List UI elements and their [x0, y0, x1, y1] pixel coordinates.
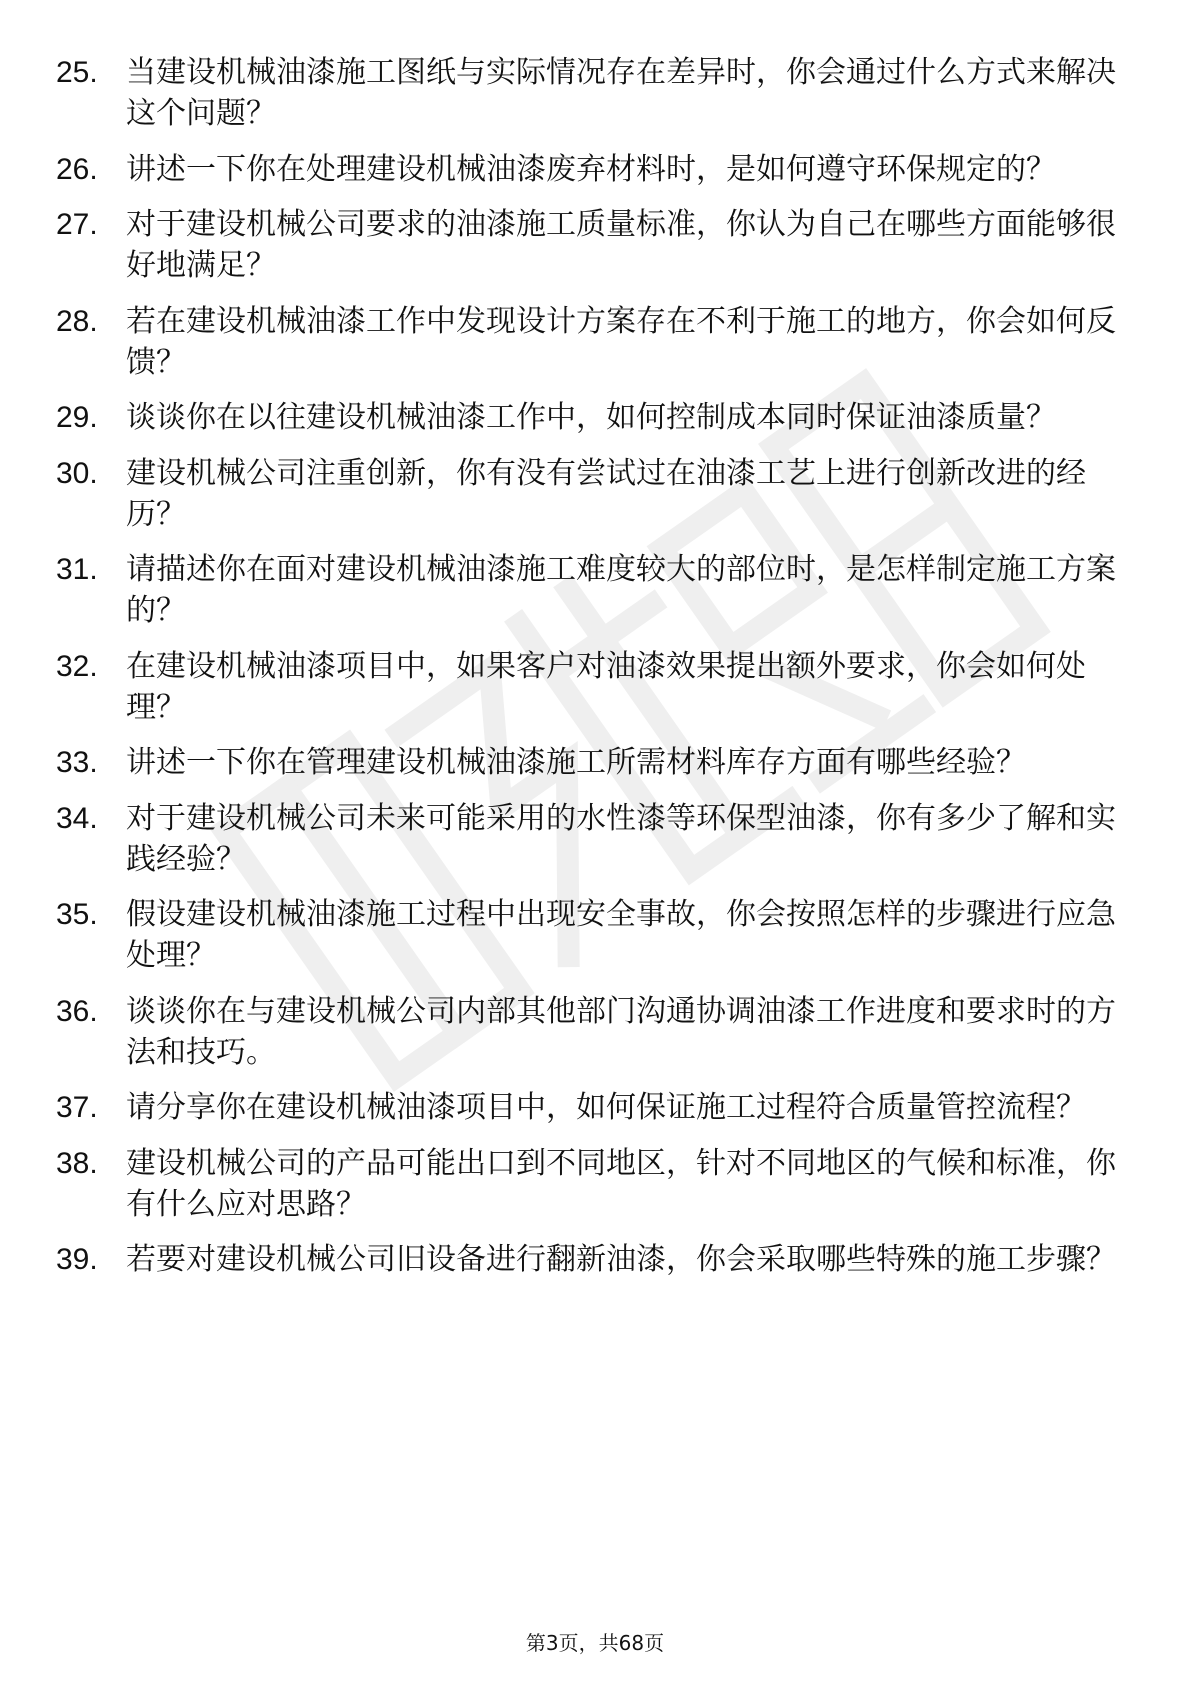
question-text: 讲述一下你在处理建设机械油漆废弃材料时，是如何遵守环保规定的？: [126, 151, 1056, 187]
question-number: 29.: [56, 401, 98, 434]
question-item: [56, 1087, 1116, 1128]
question-text: 建设机械公司注重创新，你有没有尝试过在油漆工艺上进行创新改进的经历？: [126, 455, 1086, 532]
question-text: 对于建设机械公司未来可能采用的水性漆等环保型油漆，你有多少了解和实践经验？: [126, 800, 1116, 877]
question-number: 30.: [56, 456, 98, 490]
question-item: [56, 1143, 1116, 1225]
question-number: 38.: [56, 1146, 98, 1180]
question-number: 28.: [56, 304, 98, 338]
question-number: 34.: [56, 801, 98, 835]
question-item: [56, 894, 1116, 976]
question-text: 假设建设机械油漆施工过程中出现安全事故，你会按照怎样的步骤进行应急处理？: [126, 897, 1116, 973]
question-number: 26.: [56, 152, 98, 186]
question-number: 33.: [56, 746, 98, 779]
question-item: [56, 397, 1116, 438]
question-text: 当建设机械油漆施工图纸与实际情况存在差异时，你会通过什么方式来解决这个问题？: [126, 55, 1116, 131]
question-item: [56, 149, 1116, 190]
question-text: 谈谈你在与建设机械公司内部其他部门沟通协调油漆工作进度和要求时的方法和技巧。: [126, 993, 1116, 1070]
question-number: 31.: [56, 553, 98, 586]
question-item: [56, 991, 1116, 1073]
question-number: 36.: [56, 994, 98, 1028]
question-text: 对于建设机械公司要求的油漆施工质量标准，你认为自己在哪些方面能够很好地满足？: [126, 207, 1116, 283]
question-text: 讲述一下你在管理建设机械油漆施工所需材料库存方面有哪些经验？: [126, 745, 1026, 780]
question-list: [56, 52, 1116, 1295]
question-item: [56, 549, 1116, 631]
question-item: [56, 52, 1116, 134]
question-text: 请描述你在面对建设机械油漆施工难度较大的部位时，是怎样制定施工方案的？: [126, 552, 1116, 628]
question-text: 请分享你在建设机械油漆项目中，如何保证施工过程符合质量管控流程？: [126, 1090, 1086, 1125]
question-item: [56, 301, 1116, 383]
question-number: 35.: [56, 898, 98, 931]
question-text: 谈谈你在以往建设机械油漆工作中，如何控制成本同时保证油漆质量？: [126, 400, 1056, 435]
question-item: [56, 798, 1116, 880]
question-number: 32.: [56, 649, 98, 683]
question-item: [56, 646, 1116, 728]
question-text: 若在建设机械油漆工作中发现设计方案存在不利于施工的地方，你会如何反馈？: [126, 303, 1116, 380]
question-item: [56, 453, 1116, 535]
question-item: [56, 204, 1116, 286]
question-text: 建设机械公司的产品可能出口到不同地区，针对不同地区的气候和标准，你有什么应对思路？: [126, 1145, 1116, 1222]
question-text: 在建设机械油漆项目中，如果客户对油漆效果提出额外要求，你会如何处理？: [126, 648, 1086, 725]
question-number: 39.: [56, 1243, 98, 1276]
question-text: 若要对建设机械公司旧设备进行翻新油漆，你会采取哪些特殊的施工步骤？: [126, 1242, 1116, 1277]
page-number-footer: 第3页，共68页: [525, 1631, 665, 1655]
question-number: 25.: [56, 56, 98, 89]
question-number: 37.: [56, 1091, 98, 1124]
question-number: 27.: [56, 208, 98, 241]
question-item: [56, 742, 1116, 783]
question-item: [56, 1239, 1116, 1280]
